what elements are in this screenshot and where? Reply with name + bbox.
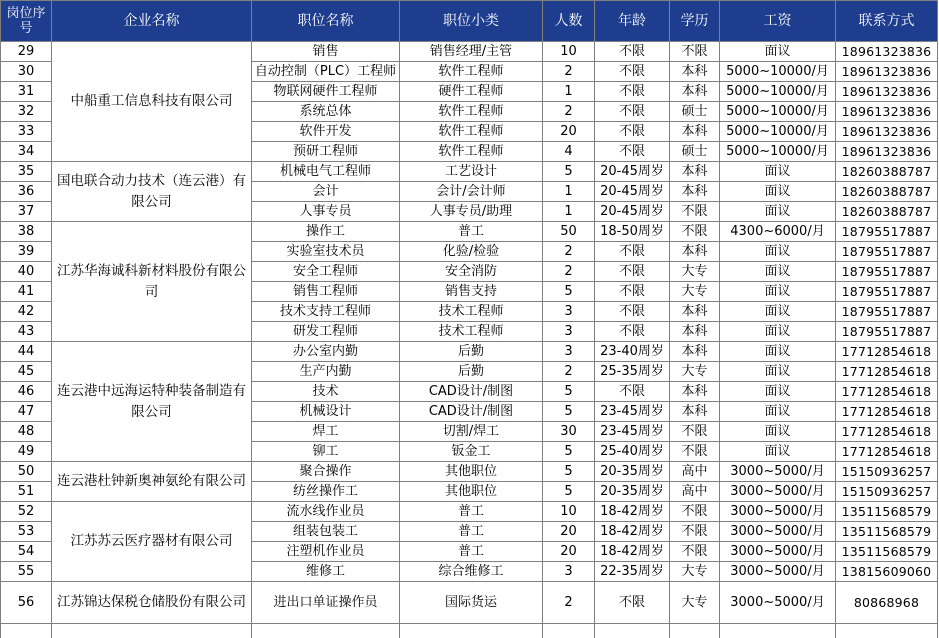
cell-age: 18-42周岁	[595, 522, 670, 542]
cell-age: 25-40周岁	[595, 442, 670, 462]
header-cell-education: 学历	[670, 1, 720, 42]
table-row	[1, 582, 938, 624]
cell-count: 5	[543, 482, 595, 502]
cell-contact: 18795517887	[836, 322, 938, 342]
header-cell-category: 职位小类	[400, 1, 543, 42]
header-cell-contact: 联系方式	[836, 1, 938, 42]
cell-education: 硕士	[670, 102, 720, 122]
table-row	[1, 42, 938, 62]
cell-position: 维修工	[252, 562, 400, 582]
cell-seq: 54	[1, 542, 52, 562]
cell-category: 软件工程师	[400, 122, 543, 142]
cell-age: 不限	[595, 262, 670, 282]
cell-seq: 35	[1, 162, 52, 182]
cell-seq: 50	[1, 462, 52, 482]
cell-position: 技术	[252, 382, 400, 402]
cell-age: 不限	[595, 302, 670, 322]
cell-count: 10	[543, 502, 595, 522]
table-row	[1, 462, 938, 482]
cell-contact: 18961323836	[836, 42, 938, 62]
cell-count: 2	[543, 62, 595, 82]
cell-education: 不限	[670, 422, 720, 442]
cell-salary: 3000~5000/月	[720, 582, 836, 624]
header-row	[1, 1, 938, 42]
cell-category: 化验/检验	[400, 242, 543, 262]
cell-seq: 41	[1, 282, 52, 302]
cell-salary: 3000~5000/月	[720, 482, 836, 502]
cell-category: 普工	[400, 222, 543, 242]
cell-contact: 15150936257	[836, 462, 938, 482]
cell-seq: 44	[1, 342, 52, 362]
cell-contact: 17712854618	[836, 362, 938, 382]
table-row	[1, 342, 938, 362]
cell-partial	[595, 624, 670, 638]
cell-salary: 5000~10000/月	[720, 62, 836, 82]
cell-salary: 面议	[720, 202, 836, 222]
cell-salary: 3000~5000/月	[720, 462, 836, 482]
cell-count: 20	[543, 122, 595, 142]
cell-education: 不限	[670, 202, 720, 222]
cell-age: 23-45周岁	[595, 422, 670, 442]
cell-education: 不限	[670, 542, 720, 562]
cell-education: 不限	[670, 502, 720, 522]
cell-count: 3	[543, 322, 595, 342]
cell-category: 综合维修工	[400, 562, 543, 582]
cell-seq: 38	[1, 222, 52, 242]
cell-seq: 43	[1, 322, 52, 342]
cell-education: 大专	[670, 262, 720, 282]
table-header	[1, 1, 938, 42]
cell-category: 其他职位	[400, 482, 543, 502]
cell-position: 销售工程师	[252, 282, 400, 302]
cell-salary: 3000~5000/月	[720, 562, 836, 582]
table-row	[1, 502, 938, 522]
cell-position: 操作工	[252, 222, 400, 242]
cell-education: 大专	[670, 562, 720, 582]
cell-position: 研发工程师	[252, 322, 400, 342]
cell-age: 25-35周岁	[595, 362, 670, 382]
cell-category: 人事专员/助理	[400, 202, 543, 222]
cell-salary: 面议	[720, 402, 836, 422]
cell-category: CAD设计/制图	[400, 402, 543, 422]
cell-contact: 17712854618	[836, 342, 938, 362]
cell-age: 不限	[595, 122, 670, 142]
cell-company: 连云港杜钟新奥神氨纶有限公司	[52, 462, 252, 502]
cell-position: 注塑机作业员	[252, 542, 400, 562]
cell-age: 20-45周岁	[595, 202, 670, 222]
cell-age: 23-40周岁	[595, 342, 670, 362]
cell-education: 本科	[670, 182, 720, 202]
cell-education: 本科	[670, 162, 720, 182]
cell-salary: 5000~10000/月	[720, 142, 836, 162]
cell-category: 技术工程师	[400, 322, 543, 342]
cell-education: 不限	[670, 42, 720, 62]
cell-age: 20-45周岁	[595, 182, 670, 202]
cell-salary: 面议	[720, 362, 836, 382]
cell-contact: 13511568579	[836, 542, 938, 562]
cell-seq: 33	[1, 122, 52, 142]
cell-position: 技术支持工程师	[252, 302, 400, 322]
cell-seq: 47	[1, 402, 52, 422]
header-cell-age: 年龄	[595, 1, 670, 42]
cell-seq: 40	[1, 262, 52, 282]
cell-contact: 18961323836	[836, 102, 938, 122]
cell-education: 本科	[670, 402, 720, 422]
cell-age: 不限	[595, 142, 670, 162]
cell-salary: 3000~5000/月	[720, 542, 836, 562]
table-row	[1, 222, 938, 242]
cell-education: 本科	[670, 82, 720, 102]
cell-position: 流水线作业员	[252, 502, 400, 522]
cell-position: 组装包装工	[252, 522, 400, 542]
cell-seq: 36	[1, 182, 52, 202]
cell-category: 切割/焊工	[400, 422, 543, 442]
cell-age: 不限	[595, 582, 670, 624]
cell-age: 不限	[595, 42, 670, 62]
cell-category: 软件工程师	[400, 102, 543, 122]
cell-count: 2	[543, 102, 595, 122]
cell-position: 机械设计	[252, 402, 400, 422]
cell-seq: 51	[1, 482, 52, 502]
cell-position: 聚合操作	[252, 462, 400, 482]
header-cell-salary: 工资	[720, 1, 836, 42]
cell-salary: 面议	[720, 302, 836, 322]
cell-seq: 55	[1, 562, 52, 582]
cell-category: 会计/会计师	[400, 182, 543, 202]
cell-partial	[836, 624, 938, 638]
cell-partial	[720, 624, 836, 638]
cell-category: 其他职位	[400, 462, 543, 482]
cell-company: 中船重工信息科技有限公司	[52, 42, 252, 162]
cell-position: 系统总体	[252, 102, 400, 122]
cell-age: 不限	[595, 102, 670, 122]
table-row-partial	[1, 624, 938, 638]
cell-position: 人事专员	[252, 202, 400, 222]
cell-education: 高中	[670, 462, 720, 482]
cell-salary: 3000~5000/月	[720, 502, 836, 522]
cell-position: 进出口单证操作员	[252, 582, 400, 624]
cell-age: 不限	[595, 82, 670, 102]
cell-position: 自动控制（PLC）工程师	[252, 62, 400, 82]
cell-contact: 18795517887	[836, 282, 938, 302]
cell-education: 高中	[670, 482, 720, 502]
cell-count: 2	[543, 242, 595, 262]
cell-category: 软件工程师	[400, 142, 543, 162]
cell-age: 不限	[595, 282, 670, 302]
cell-seq: 49	[1, 442, 52, 462]
cell-category: 普工	[400, 542, 543, 562]
cell-count: 5	[543, 442, 595, 462]
cell-seq: 30	[1, 62, 52, 82]
cell-category: 安全消防	[400, 262, 543, 282]
cell-position: 实验室技术员	[252, 242, 400, 262]
cell-contact: 13511568579	[836, 502, 938, 522]
cell-partial	[543, 624, 595, 638]
cell-position: 铆工	[252, 442, 400, 462]
cell-salary: 5000~10000/月	[720, 102, 836, 122]
cell-contact: 17712854618	[836, 442, 938, 462]
cell-age: 不限	[595, 382, 670, 402]
cell-category: 技术工程师	[400, 302, 543, 322]
cell-partial	[52, 624, 252, 638]
cell-seq: 53	[1, 522, 52, 542]
cell-count: 5	[543, 282, 595, 302]
cell-count: 20	[543, 522, 595, 542]
cell-contact: 18961323836	[836, 82, 938, 102]
cell-category: 软件工程师	[400, 62, 543, 82]
cell-count: 1	[543, 182, 595, 202]
cell-education: 本科	[670, 242, 720, 262]
cell-partial	[1, 624, 52, 638]
cell-salary: 面议	[720, 162, 836, 182]
cell-category: 后勤	[400, 342, 543, 362]
cell-count: 30	[543, 422, 595, 442]
cell-age: 不限	[595, 62, 670, 82]
cell-age: 不限	[595, 242, 670, 262]
cell-contact: 18260388787	[836, 202, 938, 222]
cell-age: 18-42周岁	[595, 542, 670, 562]
cell-company: 江苏锦达保税仓储股份有限公司	[52, 582, 252, 624]
cell-salary: 面议	[720, 342, 836, 362]
cell-category: 工艺设计	[400, 162, 543, 182]
cell-seq: 39	[1, 242, 52, 262]
cell-contact: 17712854618	[836, 382, 938, 402]
cell-category: 国际货运	[400, 582, 543, 624]
cell-salary: 面议	[720, 382, 836, 402]
cell-contact: 18795517887	[836, 222, 938, 242]
cell-seq: 45	[1, 362, 52, 382]
cell-education: 本科	[670, 122, 720, 142]
cell-age: 不限	[595, 322, 670, 342]
cell-salary: 面议	[720, 42, 836, 62]
cell-contact: 18795517887	[836, 262, 938, 282]
cell-age: 23-45周岁	[595, 402, 670, 422]
cell-count: 50	[543, 222, 595, 242]
cell-count: 1	[543, 202, 595, 222]
cell-contact: 18961323836	[836, 122, 938, 142]
cell-contact: 18795517887	[836, 242, 938, 262]
cell-seq: 32	[1, 102, 52, 122]
cell-company: 国电联合动力技术（连云港）有限公司	[52, 162, 252, 222]
cell-category: 普工	[400, 502, 543, 522]
cell-age: 20-35周岁	[595, 462, 670, 482]
cell-category: CAD设计/制图	[400, 382, 543, 402]
cell-company: 江苏华海诚科新材料股份有限公司	[52, 222, 252, 342]
cell-position: 物联网硬件工程师	[252, 82, 400, 102]
cell-partial	[252, 624, 400, 638]
cell-position: 纺丝操作工	[252, 482, 400, 502]
cell-count: 1	[543, 82, 595, 102]
table-body	[1, 42, 938, 638]
cell-salary: 面议	[720, 282, 836, 302]
cell-contact: 18961323836	[836, 62, 938, 82]
cell-position: 销售	[252, 42, 400, 62]
cell-category: 普工	[400, 522, 543, 542]
cell-seq: 34	[1, 142, 52, 162]
cell-position: 安全工程师	[252, 262, 400, 282]
cell-count: 3	[543, 302, 595, 322]
cell-seq: 48	[1, 422, 52, 442]
cell-contact: 13815609060	[836, 562, 938, 582]
cell-education: 本科	[670, 342, 720, 362]
cell-position: 办公室内勤	[252, 342, 400, 362]
cell-count: 5	[543, 402, 595, 422]
cell-education: 本科	[670, 382, 720, 402]
cell-count: 10	[543, 42, 595, 62]
cell-count: 3	[543, 562, 595, 582]
cell-salary: 面议	[720, 422, 836, 442]
cell-education: 本科	[670, 302, 720, 322]
cell-seq: 52	[1, 502, 52, 522]
cell-education: 不限	[670, 222, 720, 242]
cell-category: 销售经理/主管	[400, 42, 543, 62]
cell-category: 钣金工	[400, 442, 543, 462]
cell-position: 预研工程师	[252, 142, 400, 162]
cell-seq: 29	[1, 42, 52, 62]
cell-salary: 5000~10000/月	[720, 122, 836, 142]
cell-salary: 面议	[720, 322, 836, 342]
cell-seq: 46	[1, 382, 52, 402]
cell-count: 2	[543, 262, 595, 282]
cell-salary: 4300~6000/月	[720, 222, 836, 242]
cell-education: 大专	[670, 362, 720, 382]
cell-contact: 17712854618	[836, 422, 938, 442]
cell-age: 18-42周岁	[595, 502, 670, 522]
cell-company: 连云港中远海运特种装备制造有限公司	[52, 342, 252, 462]
cell-count: 4	[543, 142, 595, 162]
cell-education: 不限	[670, 442, 720, 462]
cell-salary: 面议	[720, 262, 836, 282]
cell-position: 机械电气工程师	[252, 162, 400, 182]
cell-category: 硬件工程师	[400, 82, 543, 102]
cell-age: 18-50周岁	[595, 222, 670, 242]
cell-contact: 18260388787	[836, 162, 938, 182]
cell-count: 5	[543, 162, 595, 182]
cell-education: 硕士	[670, 142, 720, 162]
cell-count: 20	[543, 542, 595, 562]
cell-position: 生产内勤	[252, 362, 400, 382]
cell-count: 2	[543, 582, 595, 624]
cell-education: 不限	[670, 522, 720, 542]
cell-age: 20-45周岁	[595, 162, 670, 182]
cell-age: 20-35周岁	[595, 482, 670, 502]
table-row	[1, 162, 938, 182]
cell-contact: 15150936257	[836, 482, 938, 502]
cell-count: 3	[543, 342, 595, 362]
cell-count: 2	[543, 362, 595, 382]
cell-contact: 13511568579	[836, 522, 938, 542]
cell-contact: 80868968	[836, 582, 938, 624]
cell-position: 会计	[252, 182, 400, 202]
cell-category: 销售支持	[400, 282, 543, 302]
header-cell-company: 企业名称	[52, 1, 252, 42]
cell-seq: 37	[1, 202, 52, 222]
cell-contact: 18961323836	[836, 142, 938, 162]
cell-seq: 42	[1, 302, 52, 322]
cell-salary: 面议	[720, 242, 836, 262]
header-cell-seq: 岗位序号	[1, 1, 52, 42]
cell-education: 本科	[670, 322, 720, 342]
cell-partial	[400, 624, 543, 638]
cell-age: 22-35周岁	[595, 562, 670, 582]
cell-company: 江苏苏云医疗器材有限公司	[52, 502, 252, 582]
cell-education: 本科	[670, 62, 720, 82]
cell-partial	[670, 624, 720, 638]
cell-contact: 17712854618	[836, 402, 938, 422]
cell-position: 软件开发	[252, 122, 400, 142]
cell-position: 焊工	[252, 422, 400, 442]
cell-salary: 面议	[720, 442, 836, 462]
cell-salary: 5000~10000/月	[720, 82, 836, 102]
cell-category: 后勤	[400, 362, 543, 382]
cell-count: 5	[543, 382, 595, 402]
cell-contact: 18795517887	[836, 302, 938, 322]
cell-seq: 56	[1, 582, 52, 624]
cell-salary: 面议	[720, 182, 836, 202]
cell-education: 大专	[670, 582, 720, 624]
cell-count: 5	[543, 462, 595, 482]
header-cell-position: 职位名称	[252, 1, 400, 42]
cell-salary: 3000~5000/月	[720, 522, 836, 542]
header-cell-count: 人数	[543, 1, 595, 42]
cell-contact: 18260388787	[836, 182, 938, 202]
cell-education: 大专	[670, 282, 720, 302]
cell-seq: 31	[1, 82, 52, 102]
